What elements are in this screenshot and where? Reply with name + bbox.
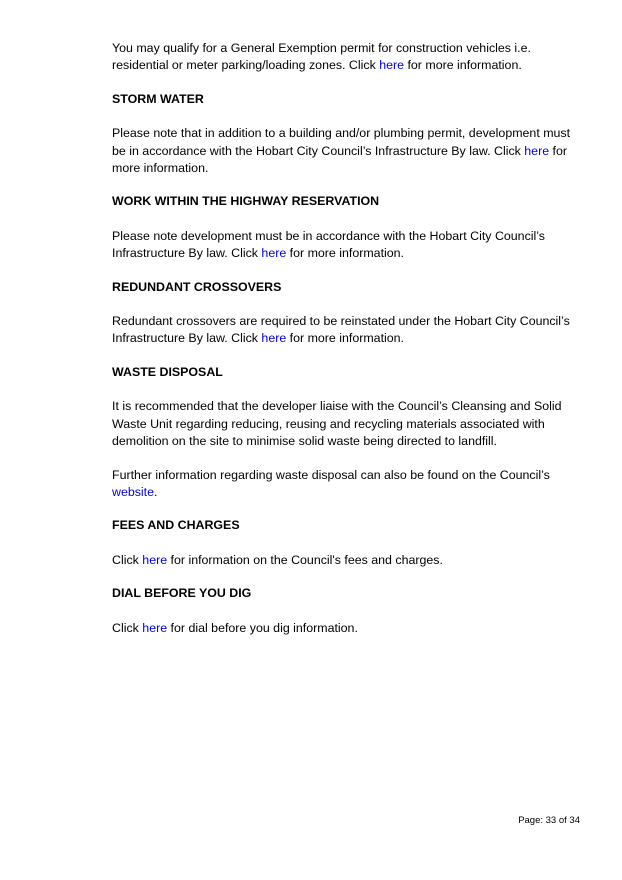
waste-text-end: .: [154, 484, 158, 499]
dial-here-link[interactable]: here: [142, 620, 168, 635]
fees-paragraph: [112, 552, 587, 569]
storm-water-heading: STORM WATER: [112, 91, 204, 106]
highway-text-end: for more information.: [286, 246, 404, 261]
dial-text: Click: [112, 620, 143, 635]
waste-text: Further information regarding waste disposal can also be found on the Council’s: [112, 467, 550, 482]
crossovers-heading: REDUNDANT CROSSOVERS: [112, 279, 282, 294]
intro-text: You may qualify for a General Exemption permit for construction vehicles i.e. residential or meter parking/loading zones. Click: [112, 41, 531, 73]
intro-paragraph: [112, 40, 587, 75]
crossovers-text: Redundant crossovers are required to be reinstated under the Hobart City Council’s Infrastructure By law. Click: [112, 314, 570, 346]
dial-text-end: for dial before you dig information.: [167, 620, 358, 635]
storm-water-text: Please note that in addition to a building and/or plumbing permit, development must be in accordance with the Hobart City Council’s Infrastructure By law. Click: [112, 126, 571, 158]
waste-paragraph-2: [112, 467, 587, 502]
document-page: [112, 40, 587, 653]
dial-paragraph: [112, 620, 587, 637]
fees-text: Click: [112, 552, 143, 567]
crossovers-text-end: for more information.: [286, 331, 404, 346]
crossovers-here-link[interactable]: here: [261, 331, 287, 346]
waste-paragraph-1: It is recommended that the developer liaise with the Council’s Cleansing and Solid Waste Unit regarding reducing, reusing and recycling materials associated with demolition on the site to minimise solid waste being directed to landfill.: [112, 399, 562, 449]
page-number: Page: 33 of 34: [518, 815, 580, 826]
highway-paragraph: [112, 228, 587, 263]
intro-text-end: for more information.: [404, 58, 522, 73]
storm-water-text-end: for more information.: [112, 143, 567, 176]
crossovers-paragraph: [112, 313, 587, 348]
storm-water-paragraph: [112, 125, 587, 177]
waste-website-link[interactable]: website: [112, 484, 155, 499]
dial-heading: DIAL BEFORE YOU DIG: [112, 586, 252, 601]
fees-heading: FEES AND CHARGES: [112, 518, 240, 533]
storm-water-here-link[interactable]: here: [524, 143, 550, 158]
fees-text-end: for information on the Council's fees and charges.: [167, 552, 443, 567]
fees-here-link[interactable]: here: [142, 552, 168, 567]
highway-heading: WORK WITHIN THE HIGHWAY RESERVATION: [112, 194, 380, 209]
highway-text: Please note development must be in accordance with the Hobart City Council’s Infrastructure By law. Click: [112, 228, 545, 261]
waste-heading: WASTE DISPOSAL: [112, 364, 223, 379]
intro-here-link[interactable]: here: [379, 58, 405, 73]
highway-here-link[interactable]: here: [261, 246, 287, 261]
